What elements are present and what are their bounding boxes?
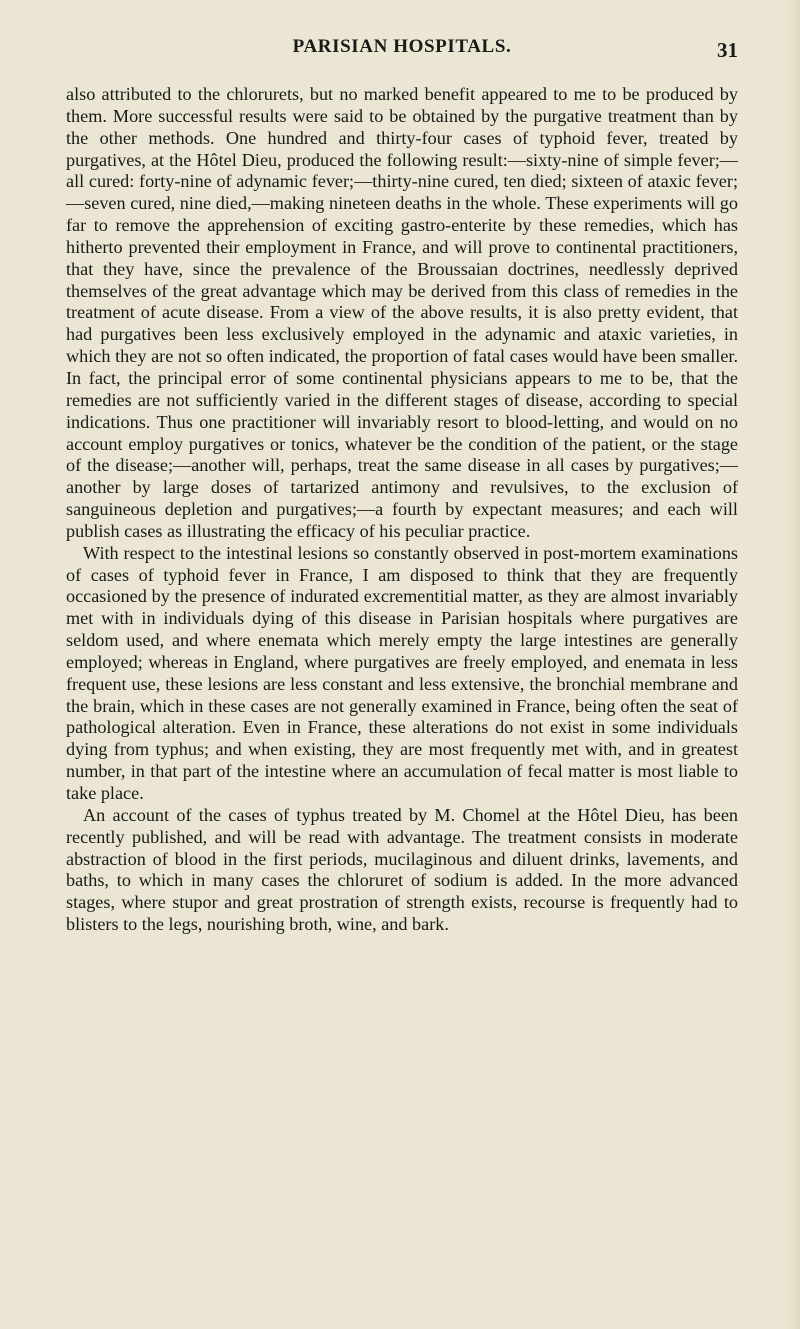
paragraph-2: With respect to the intestinal lesions so constantly observed in post-mortem examinations of cases of typhoid fever in France, I am disposed to think that they are frequently occasioned by the presence of indurated excrementitial matter, as they are almost invariably met with in individuals dying of this disease in Parisian hospitals where purgatives are seldom used, and where enemata which merely empty the large intestines are generally employed; whereas in England, where purgatives are freely employed, and enemata in less frequent use, these lesions are less constant and less extensive, the bronchial membrane and the brain, which in these cases are not generally examined in France, being often the seat of pathological alteration. Even in France, these alterations do not exist in some individuals dying from typhus; and when existing, they are most frequently met with, and in greatest number, in that part of the intestine where an accumulation of fecal matter is most liable to take place.: [66, 542, 738, 803]
body-text: [66, 84, 738, 936]
page-edge-shadow: [786, 0, 800, 1329]
paragraph-1: also attributed to the chlorurets, but no marked benefit appeared to me to be produced by them. More successful results were said to be obtained by the purgative treatment than by the other methods. One hundred and thirty-four cases of typhoid fever, treated by purgatives, at the Hôtel Dieu, produced the following result:—sixty-nine of simple fever;—all cured: forty-nine of adynamic fever;—thirty-nine cured, ten died; sixteen of ataxic fever;—seven cured, nine died,—making nineteen deaths in the whole. These experiments will go far to remove the apprehension of exciting gastro-enterite by these remedies, which has hitherto prevented their employment in France, and will prove to continental practitioners, that they have, since the prevalence of the Broussaian doctrines, needlessly deprived themselves of the great advantage which may be derived from this class of remedies in the treatment of acute disease. From a view of the above results, it is also pretty evident, that had purgatives been less exclusively employed in the adynamic and ataxic varieties, in which they are not so often indicated, the proportion of fatal cases would have been smaller. In fact, the principal error of some continental physicians appears to me to be, that the remedies are not sufficiently varied in the different stages of disease, according to special indications. Thus one practitioner will invariably resort to blood-letting, and would on no account employ purgatives or tonics, whatever be the condition of the patient, or the stage of the disease;—another will, perhaps, treat the same disease in all cases by purgatives;—another by large doses of tartarized antimony and revulsives, to the exclusion of sanguineous depletion and purgatives;—a fourth by expectant measures; and each will publish cases as illustrating the efficacy of his peculiar practice.: [66, 84, 738, 541]
page-number: 31: [717, 38, 738, 62]
running-head: [66, 36, 738, 64]
paragraph-3: An account of the cases of typhus treated by M. Chomel at the Hôtel Dieu, has been recently published, and will be read with advantage. The treatment consists in moderate abstraction of blood in the first periods, mucilaginous and diluent drinks, lavements, and baths, to which in many cases the chloruret of sodium is added. In the more advanced stages, where stupor and great prostration of strength exists, recourse is frequently had to blisters to the legs, nourishing broth, wine, and bark.: [66, 804, 738, 935]
page-title: PARISIAN HOSPITALS.: [292, 36, 512, 57]
